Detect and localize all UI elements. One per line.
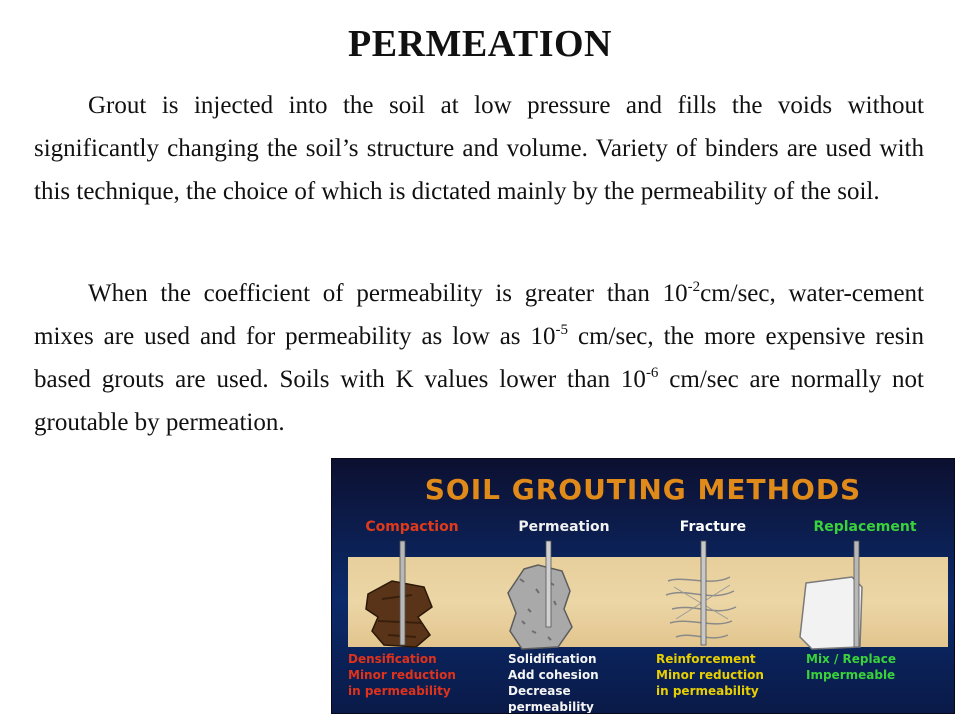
fracture-description	[656, 651, 806, 699]
paragraph-permeability	[34, 272, 924, 444]
replacement-illustration	[800, 541, 862, 649]
fracture-illustration	[666, 541, 736, 645]
permeation-illustration	[508, 541, 572, 649]
compaction-desc-line: Densification	[348, 652, 437, 666]
permeation-description	[508, 651, 658, 714]
method-label-replacement: Replacement	[813, 519, 917, 535]
paragraph2-text-d: cm/sec are normally not groutable by permeation.	[34, 366, 924, 436]
fracture-desc-line: Minor reduction	[656, 668, 764, 682]
paragraph1-text: Grout is injected into the soil at low pressure and fills the voids without significantly changing the soil’s structure and volume. Variety of binders are used with this technique, the choice of which is dictated mainly by the permeability of the soil.	[34, 92, 924, 205]
compaction-illustration	[366, 541, 432, 647]
soil-grouting-methods-figure	[331, 458, 955, 714]
exponent-c: -6	[645, 365, 659, 381]
permeation-desc-line: Add cohesion	[508, 668, 599, 682]
paragraph2-text-c: cm/sec, the more expensive resin based grouts are used. Soils with K values lower than 10	[34, 323, 924, 393]
permeation-desc-line: Decrease	[508, 684, 571, 698]
fracture-desc-line: in permeability	[656, 684, 759, 698]
replacement-desc-line: Mix / Replace	[806, 652, 896, 666]
slide-title: PERMEATION	[348, 23, 612, 65]
method-label-compaction: Compaction	[365, 519, 459, 535]
exponent-a: -2	[687, 279, 701, 295]
method-label-fracture: Fracture	[679, 519, 747, 535]
replacement-desc-line: Impermeable	[806, 668, 896, 682]
fracture-desc-line: Reinforcement	[656, 652, 756, 666]
paragraph-grout-injection	[34, 84, 924, 213]
figure-title: SOIL GROUTING METHODS	[424, 473, 862, 506]
paragraph2-text-a: When the coefficient of permeability is greater than 10	[88, 280, 688, 307]
compaction-desc-line: Minor reduction	[348, 668, 456, 682]
compaction-description	[348, 651, 498, 699]
compaction-desc-line: in permeability	[348, 684, 451, 698]
permeation-desc-line: permeability	[508, 700, 594, 714]
replacement-description	[806, 651, 955, 683]
permeation-desc-line: Solidification	[508, 652, 597, 666]
paragraph2-text-b: cm/sec, water-cement mixes are used and for permeability as low as 10	[34, 280, 924, 350]
method-label-permeation: Permeation	[518, 519, 610, 535]
exponent-b: -5	[555, 322, 569, 338]
